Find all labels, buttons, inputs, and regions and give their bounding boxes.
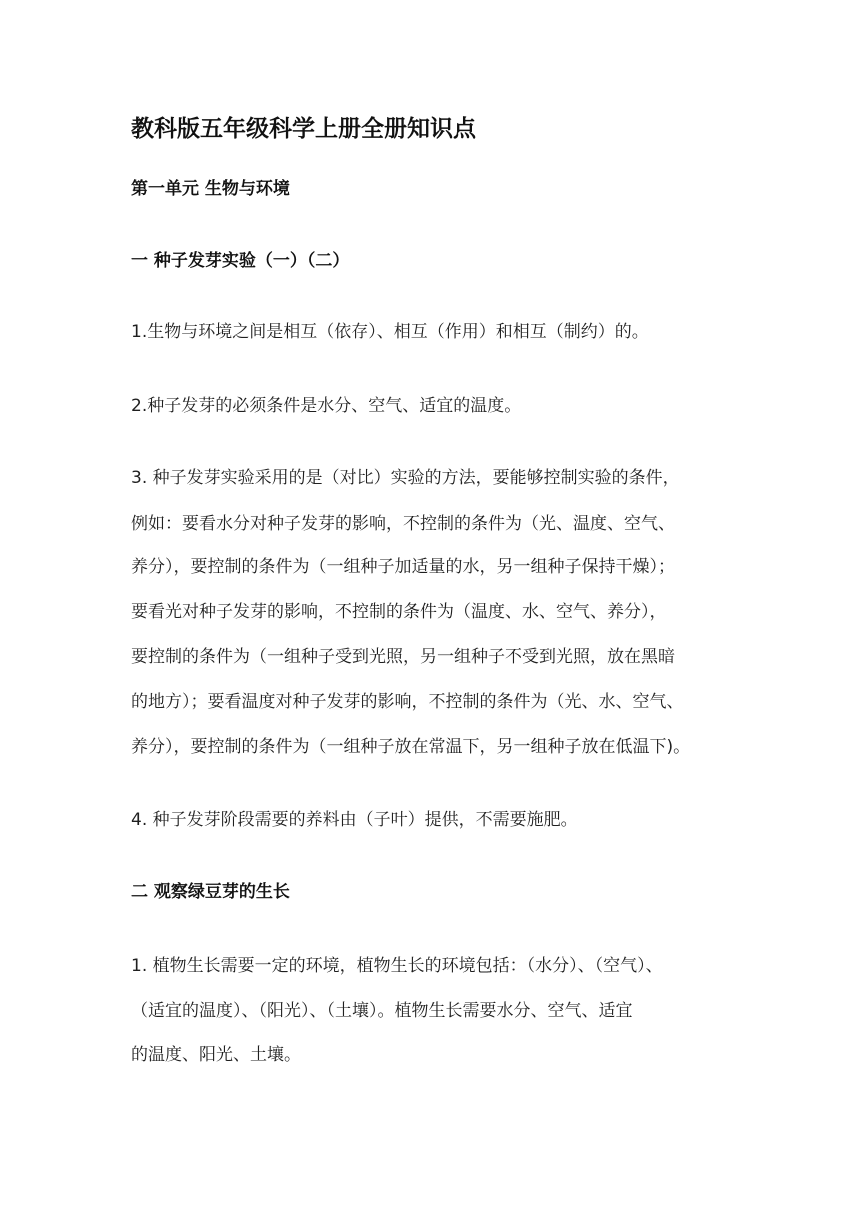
document-title: 教科版五年级科学上册全册知识点: [131, 116, 476, 142]
section-heading-2: 二 观察绿豆芽的生长: [131, 882, 290, 902]
paragraph-line: 1.生物与环境之间是相互（依存）、相互（作用）和相互（制约）的。: [131, 322, 649, 342]
paragraph-line: 2.种子发芽的必须条件是水分、空气、适宜的温度。: [131, 396, 522, 416]
paragraph-line: 养分），要控制的条件为（一组种子加适量的水，另一组种子保持干燥）；: [131, 557, 675, 577]
paragraph-line: 的地方）；要看温度对种子发芽的影响，不控制的条件为（光、水、空气、: [131, 692, 684, 712]
paragraph-line: 4. 种子发芽阶段需要的养料由（子叶）提供，不需要施肥。: [131, 810, 578, 830]
paragraph-line: 要看光对种子发芽的影响，不控制的条件为（温度、水、空气、养分），: [131, 602, 667, 622]
paragraph-line: （适宜的温度）、（阳光）、（土壤）。植物生长需要水分、空气、适宜: [131, 1001, 633, 1021]
paragraph-line: 的温度、阳光、土壤。: [131, 1045, 301, 1065]
paragraph-line: 养分），要控制的条件为（一组种子放在常温下，另一组种子放在低温下)。: [131, 737, 691, 757]
paragraph-line: 要控制的条件为（一组种子受到光照，另一组种子不受到光照，放在黑暗: [131, 647, 675, 667]
paragraph-line: 3. 种子发芽实验采用的是（对比）实验的方法，要能够控制实验的条件，: [131, 468, 680, 488]
paragraph-line: 1. 植物生长需要一定的环境，植物生长的环境包括：（水分）、（空气）、: [131, 956, 663, 976]
unit-heading: 第一单元 生物与环境: [131, 179, 290, 199]
paragraph-line: 例如：要看水分对种子发芽的影响，不控制的条件为（光、温度、空气、: [131, 514, 675, 534]
section-heading-1: 一 种子发芽实验（一）（二）: [131, 251, 350, 271]
